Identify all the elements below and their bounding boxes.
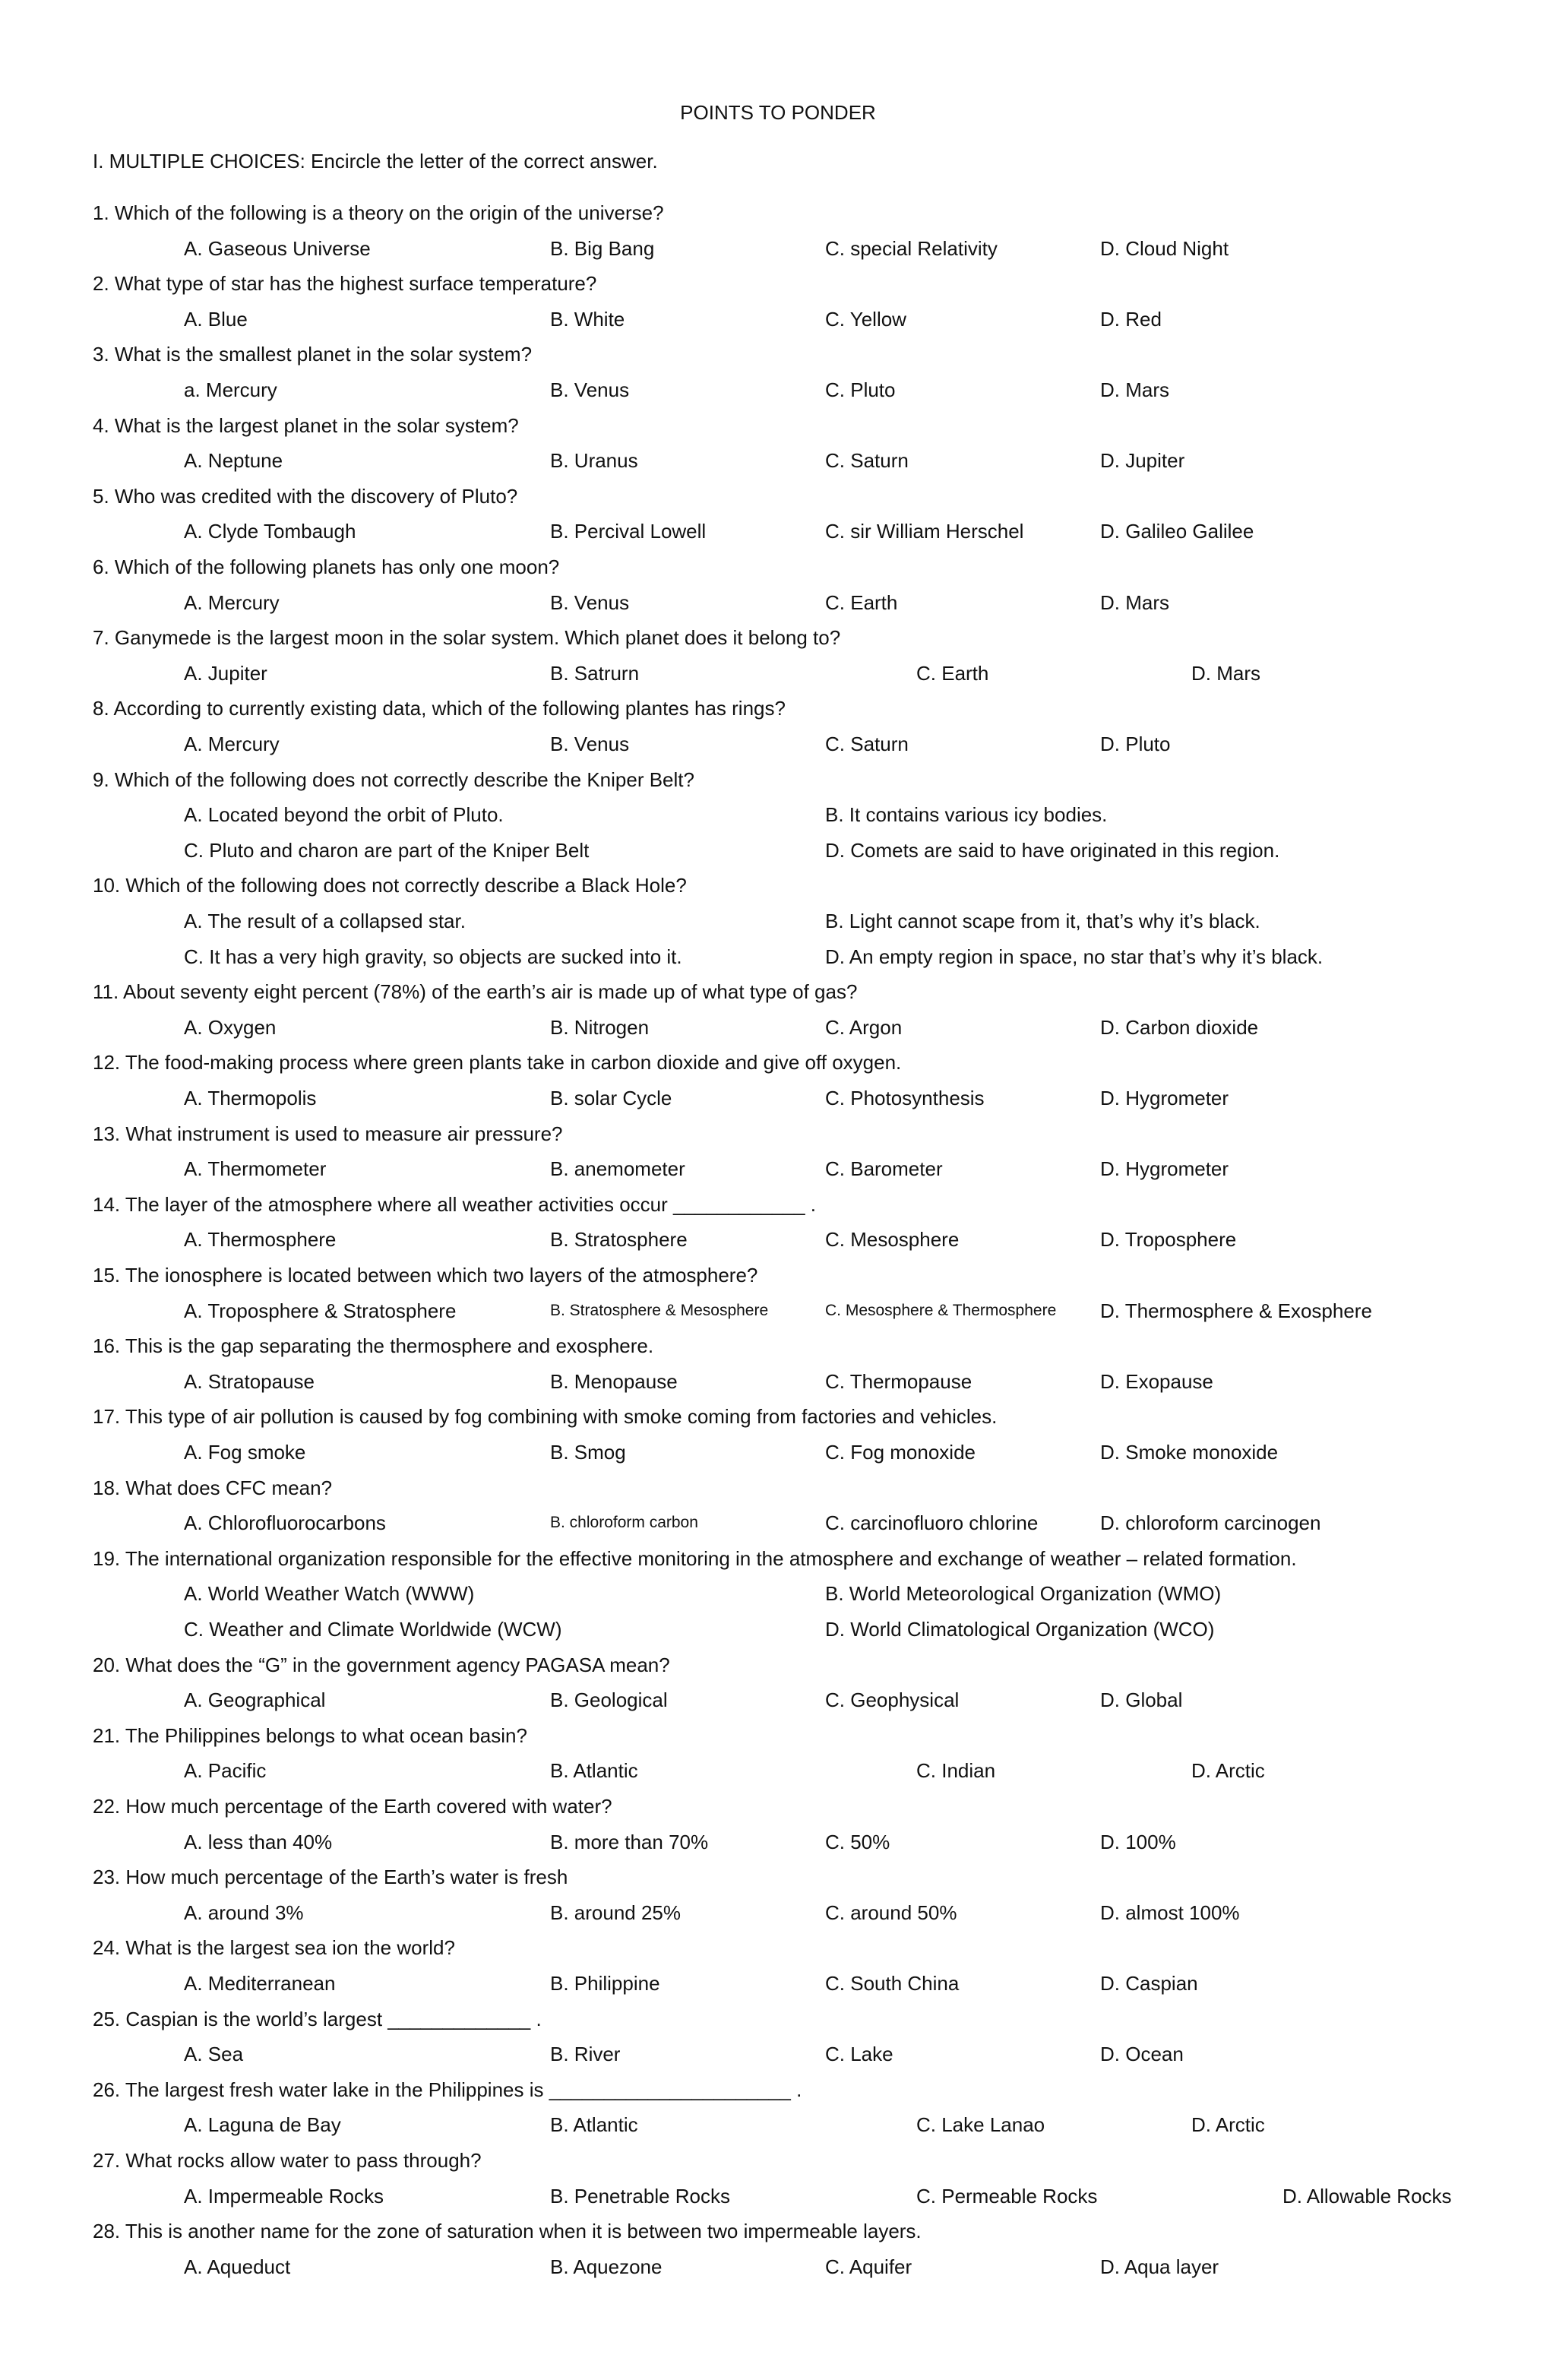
choice-row (0, 1014, 1556, 1041)
answer-choice[interactable]: C. Lake (825, 2043, 893, 2066)
answer-choice[interactable]: B. Penetrable Rocks (550, 2184, 731, 2208)
answer-choice[interactable]: B. Philippine (550, 1972, 660, 1995)
answer-choice[interactable]: A. Neptune (184, 449, 283, 473)
answer-choice[interactable]: D. Arctic (1191, 2113, 1265, 2137)
answer-choice[interactable]: D. Allowable Rocks (1282, 2184, 1452, 2208)
answer-choice[interactable]: B. Venus (550, 733, 630, 755)
answer-choice[interactable]: D. Pluto (1100, 733, 1171, 755)
question-text: 8. According to currently existing data, which of the following plantes has rings? (93, 697, 786, 720)
answer-choice[interactable]: A. Mercury (184, 733, 280, 755)
question-text: 4. What is the largest planet in the solar system? (93, 413, 519, 437)
answer-choice[interactable]: D. almost 100% (1100, 1901, 1240, 1924)
question-text: 18. What does CFC mean? (93, 1476, 333, 1499)
answer-choice[interactable]: B. Light cannot scape from it, that’s why it’s black. (825, 910, 1260, 932)
answer-choice[interactable]: D. Red (1100, 307, 1162, 331)
answer-choice[interactable]: D. Galileo Galilee (1100, 520, 1254, 543)
question-text: 25. Caspian is the world’s largest _____________ . (93, 2007, 542, 2030)
answer-choice[interactable]: B. White (550, 307, 625, 331)
answer-choice[interactable]: A. Sea (184, 2043, 244, 2066)
answer-choice[interactable]: D. Mars (1100, 590, 1169, 614)
answer-choice[interactable]: D. Troposphere (1100, 1228, 1237, 1252)
answer-choice[interactable]: A. Located beyond the orbit of Pluto. (184, 803, 504, 827)
answer-choice[interactable]: C. Earth (916, 661, 989, 685)
answer-choice[interactable]: A. Laguna de Bay (184, 2113, 341, 2137)
answer-choice[interactable]: A. Fog smoke (184, 1441, 306, 1464)
instructions: I. MULTIPLE CHOICES: Encircle the letter of the correct answer. (93, 150, 658, 172)
page-title: POINTS TO PONDER (680, 101, 876, 124)
answer-choice[interactable]: B. Uranus (550, 449, 638, 473)
answer-choice[interactable]: D. Exopause (1100, 1369, 1213, 1393)
answer-choice[interactable]: a. Mercury (184, 378, 277, 401)
answer-choice[interactable]: D. Comets are said to have originated in this region. (825, 838, 1280, 862)
choice-row (0, 1509, 1556, 1537)
answer-choice[interactable]: C. Earth (825, 590, 898, 614)
answer-choice[interactable]: B. Aquezone (550, 2255, 663, 2278)
answer-choice[interactable]: D. 100% (1100, 1830, 1176, 1853)
answer-choice[interactable]: C. Barometer (825, 1157, 943, 1181)
answer-choice[interactable]: B. Percival Lowell (550, 520, 707, 543)
answer-choice[interactable]: B. Satrurn (550, 661, 640, 685)
answer-choice[interactable]: B. Nitrogen (550, 1015, 650, 1039)
answer-choice[interactable]: D. An empty region in space, no star that’s why it’s black. (825, 945, 1324, 968)
answer-choice[interactable]: D. Thermosphere & Exosphere (1100, 1299, 1372, 1322)
answer-choice[interactable]: C. Thermopause (825, 1369, 972, 1393)
question-text: 21. The Philippines belongs to what ocean basin? (93, 1723, 527, 1747)
answer-choice[interactable]: D. Cloud Night (1100, 236, 1229, 260)
answer-choice[interactable]: C. Mesosphere (825, 1228, 960, 1252)
answer-choice[interactable]: C. Mesosphere & Thermosphere (825, 1301, 1057, 1319)
question-text: 10. Which of the following does not correctly describe a Black Hole? (93, 874, 687, 897)
question-text: 7. Ganymede is the largest moon in the solar system. Which planet does it belong to? (93, 626, 841, 650)
answer-choice[interactable]: B. Venus (550, 590, 630, 614)
answer-choice[interactable]: B. Venus (550, 378, 630, 401)
choice-row (0, 517, 1556, 545)
question-text: 22. How much percentage of the Earth covered with water? (93, 1795, 612, 1818)
choice-row (0, 801, 1556, 828)
question-text: 14. The layer of the atmosphere where all weather activities occur ____________ . (93, 1192, 816, 1216)
answer-choice[interactable]: A. Troposphere & Stratosphere (184, 1299, 457, 1322)
answer-choice[interactable]: A. Thermosphere (184, 1228, 337, 1252)
choice-row (0, 2111, 1556, 2138)
question-text: 5. Who was credited with the discovery of Pluto? (93, 484, 518, 508)
choice-row (0, 589, 1556, 616)
answer-choice[interactable]: C. Geophysical (825, 1688, 960, 1712)
answer-choice[interactable]: A. less than 40% (184, 1830, 333, 1853)
answer-choice[interactable]: D. Carbon dioxide (1100, 1015, 1259, 1039)
choice-row (0, 1226, 1556, 1253)
choice-row (0, 660, 1556, 687)
choice-row (0, 1686, 1556, 1714)
answer-choice[interactable]: B. Atlantic (550, 2113, 638, 2137)
question-text: 24. What is the largest sea ion the world? (93, 1936, 455, 1960)
choice-row (0, 2253, 1556, 2280)
answer-choice[interactable]: B. solar Cycle (550, 1087, 672, 1109)
answer-choice[interactable]: A. Aqueduct (184, 2255, 291, 2278)
answer-choice[interactable]: C. Saturn (825, 733, 909, 755)
choice-row (0, 730, 1556, 758)
answer-choice[interactable]: C. Lake Lanao (916, 2113, 1045, 2137)
answer-choice[interactable]: A. Blue (184, 307, 248, 331)
answer-choice[interactable]: B. Menopause (550, 1369, 678, 1393)
choice-row (0, 2040, 1556, 2068)
choice-row (0, 1155, 1556, 1182)
answer-choice[interactable]: B. anemometer (550, 1157, 685, 1181)
answer-choice[interactable]: B. River (550, 2043, 621, 2066)
question-text: 9. Which of the following does not correctly describe the Kniper Belt? (93, 767, 694, 791)
choice-row (0, 1297, 1556, 1325)
answer-choice[interactable]: D. chloroform carcinogen (1100, 1511, 1321, 1535)
answer-choice[interactable]: C. Weather and Climate Worldwide (WCW) (184, 1618, 562, 1641)
answer-choice[interactable]: B. Geological (550, 1688, 668, 1712)
choice-row (0, 1438, 1556, 1466)
answer-choice[interactable]: D. Jupiter (1100, 449, 1185, 473)
choice-row (0, 2182, 1556, 2210)
answer-choice[interactable]: A. Chlorofluorocarbons (184, 1511, 386, 1535)
question-text: 20. What does the “G” in the government agency PAGASA mean? (93, 1653, 670, 1676)
answer-choice[interactable]: A. Thermometer (184, 1157, 327, 1181)
choice-row (0, 1899, 1556, 1926)
answer-choice[interactable]: D. Caspian (1100, 1972, 1198, 1995)
answer-choice[interactable]: D. Hygrometer (1100, 1157, 1229, 1181)
answer-choice[interactable]: D. Ocean (1100, 2043, 1184, 2066)
choice-row (0, 447, 1556, 474)
question-text: 23. How much percentage of the Earth’s water is fresh (93, 1866, 568, 1889)
answer-choice[interactable]: C. Pluto and charon are part of the Kniper Belt (184, 838, 590, 862)
question-text: 2. What type of star has the highest surface temperature? (93, 272, 597, 296)
question-text: 6. Which of the following planets has only one moon? (93, 555, 560, 578)
choice-row (0, 907, 1556, 935)
answer-choice[interactable]: D. Mars (1100, 378, 1169, 401)
question-text: 16. This is the gap separating the thermosphere and exosphere. (93, 1334, 654, 1358)
question-text: 3. What is the smallest planet in the solar system? (93, 343, 533, 366)
answer-choice[interactable]: D. World Climatological Organization (WCO) (825, 1618, 1215, 1641)
question-text: 11. About seventy eight percent (78%) of the earth’s air is made up of what type of gas? (93, 980, 858, 1004)
answer-choice[interactable]: C. 50% (825, 1830, 890, 1853)
answer-choice[interactable]: C. Photosynthesis (825, 1087, 985, 1109)
question-text: 12. The food-making process where green plants take in carbon dioxide and give off oxygen. (93, 1051, 902, 1074)
answer-choice[interactable]: C. Saturn (825, 449, 909, 473)
question-text: 13. What instrument is used to measure air pressure? (93, 1122, 563, 1145)
choice-row (0, 305, 1556, 333)
answer-choice[interactable]: C. carcinofluoro chlorine (825, 1511, 1039, 1535)
answer-choice[interactable]: D. Global (1100, 1688, 1183, 1712)
answer-choice[interactable]: A. Jupiter (184, 661, 267, 685)
answer-choice[interactable]: B. World Meteorological Organization (WMO) (825, 1582, 1222, 1606)
answer-choice[interactable]: A. Pacific (184, 1759, 267, 1783)
question-text: 19. The international organization responsible for the effective monitoring in the atmosphere and exchange of weather – related formation. (93, 1546, 1297, 1570)
answer-choice[interactable]: D. Mars (1191, 661, 1260, 685)
question-text: 27. What rocks allow water to pass through? (93, 2149, 482, 2172)
answer-choice[interactable]: D. Aqua layer (1100, 2255, 1219, 2278)
answer-choice[interactable]: C. Fog monoxide (825, 1441, 976, 1464)
answer-choice[interactable]: C. Permeable Rocks (916, 2184, 1098, 2208)
answer-choice[interactable]: C. It has a very high gravity, so objects are sucked into it. (184, 945, 682, 968)
answer-choice[interactable]: B. Smog (550, 1441, 626, 1464)
answer-choice[interactable]: B. Big Bang (550, 236, 655, 260)
answer-choice[interactable]: C. special Relativity (825, 236, 998, 260)
question-text: 15. The ionosphere is located between which two layers of the atmosphere? (93, 1264, 758, 1287)
answer-choice[interactable]: C. Yellow (825, 307, 906, 331)
answer-choice[interactable]: A. Clyde Tombaugh (184, 520, 356, 543)
answer-choice[interactable]: C. South China (825, 1972, 960, 1995)
question-text: 17. This type of air pollution is caused by fog combining with smoke coming from factories and vehicles. (93, 1405, 998, 1429)
choice-row (0, 1368, 1556, 1395)
choice-row (0, 1757, 1556, 1784)
answer-choice[interactable]: D. Smoke monoxide (1100, 1441, 1279, 1464)
choice-row (0, 943, 1556, 970)
question-text: 26. The largest fresh water lake in the Philippines is ______________________ . (93, 2078, 802, 2101)
answer-choice[interactable]: D. Hygrometer (1100, 1087, 1229, 1109)
answer-choice[interactable]: C. Indian (916, 1759, 996, 1783)
answer-choice[interactable]: A. Oxygen (184, 1015, 277, 1039)
answer-choice[interactable]: C. sir William Herschel (825, 520, 1024, 543)
answer-choice[interactable]: C. Argon (825, 1015, 903, 1039)
answer-choice[interactable]: A. World Weather Watch (WWW) (184, 1582, 475, 1606)
answer-choice[interactable]: A. Gaseous Universe (184, 236, 371, 260)
choice-row (0, 376, 1556, 404)
answer-choice[interactable]: B. around 25% (550, 1901, 682, 1924)
answer-choice[interactable]: C. Aquifer (825, 2255, 912, 2278)
choice-row (0, 1828, 1556, 1856)
answer-choice[interactable]: B. Stratosphere (550, 1228, 688, 1252)
answer-choice[interactable]: A. Impermeable Rocks (184, 2184, 384, 2208)
answer-choice[interactable]: A. Mercury (184, 590, 280, 614)
answer-choice[interactable]: A. The result of a collapsed star. (184, 910, 466, 932)
choice-row (0, 1084, 1556, 1112)
choice-row (0, 1580, 1556, 1607)
choice-row (0, 1970, 1556, 1997)
answer-choice[interactable]: A. around 3% (184, 1901, 304, 1924)
choice-row (0, 837, 1556, 864)
answer-choice[interactable]: B. Stratosphere & Mesosphere (550, 1301, 769, 1319)
answer-choice[interactable]: C. Pluto (825, 378, 896, 401)
answer-choice[interactable]: A. Mediterranean (184, 1972, 336, 1995)
choice-row (0, 235, 1556, 262)
question-text: 1. Which of the following is a theory on the origin of the universe? (93, 201, 664, 224)
answer-choice[interactable]: D. Arctic (1191, 1759, 1265, 1783)
answer-choice[interactable]: B. Atlantic (550, 1759, 638, 1783)
answer-choice[interactable]: B. It contains various icy bodies. (825, 803, 1108, 827)
choice-row (0, 1616, 1556, 1643)
answer-choice[interactable]: A. Stratopause (184, 1369, 315, 1393)
answer-choice[interactable]: A. Thermopolis (184, 1087, 317, 1109)
answer-choice[interactable]: C. around 50% (825, 1901, 957, 1924)
answer-choice[interactable]: A. Geographical (184, 1688, 326, 1712)
answer-choice[interactable]: B. chloroform carbon (550, 1514, 698, 1532)
question-text: 28. This is another name for the zone of saturation when it is between two impermeable layers. (93, 2220, 922, 2243)
answer-choice[interactable]: B. more than 70% (550, 1830, 709, 1853)
